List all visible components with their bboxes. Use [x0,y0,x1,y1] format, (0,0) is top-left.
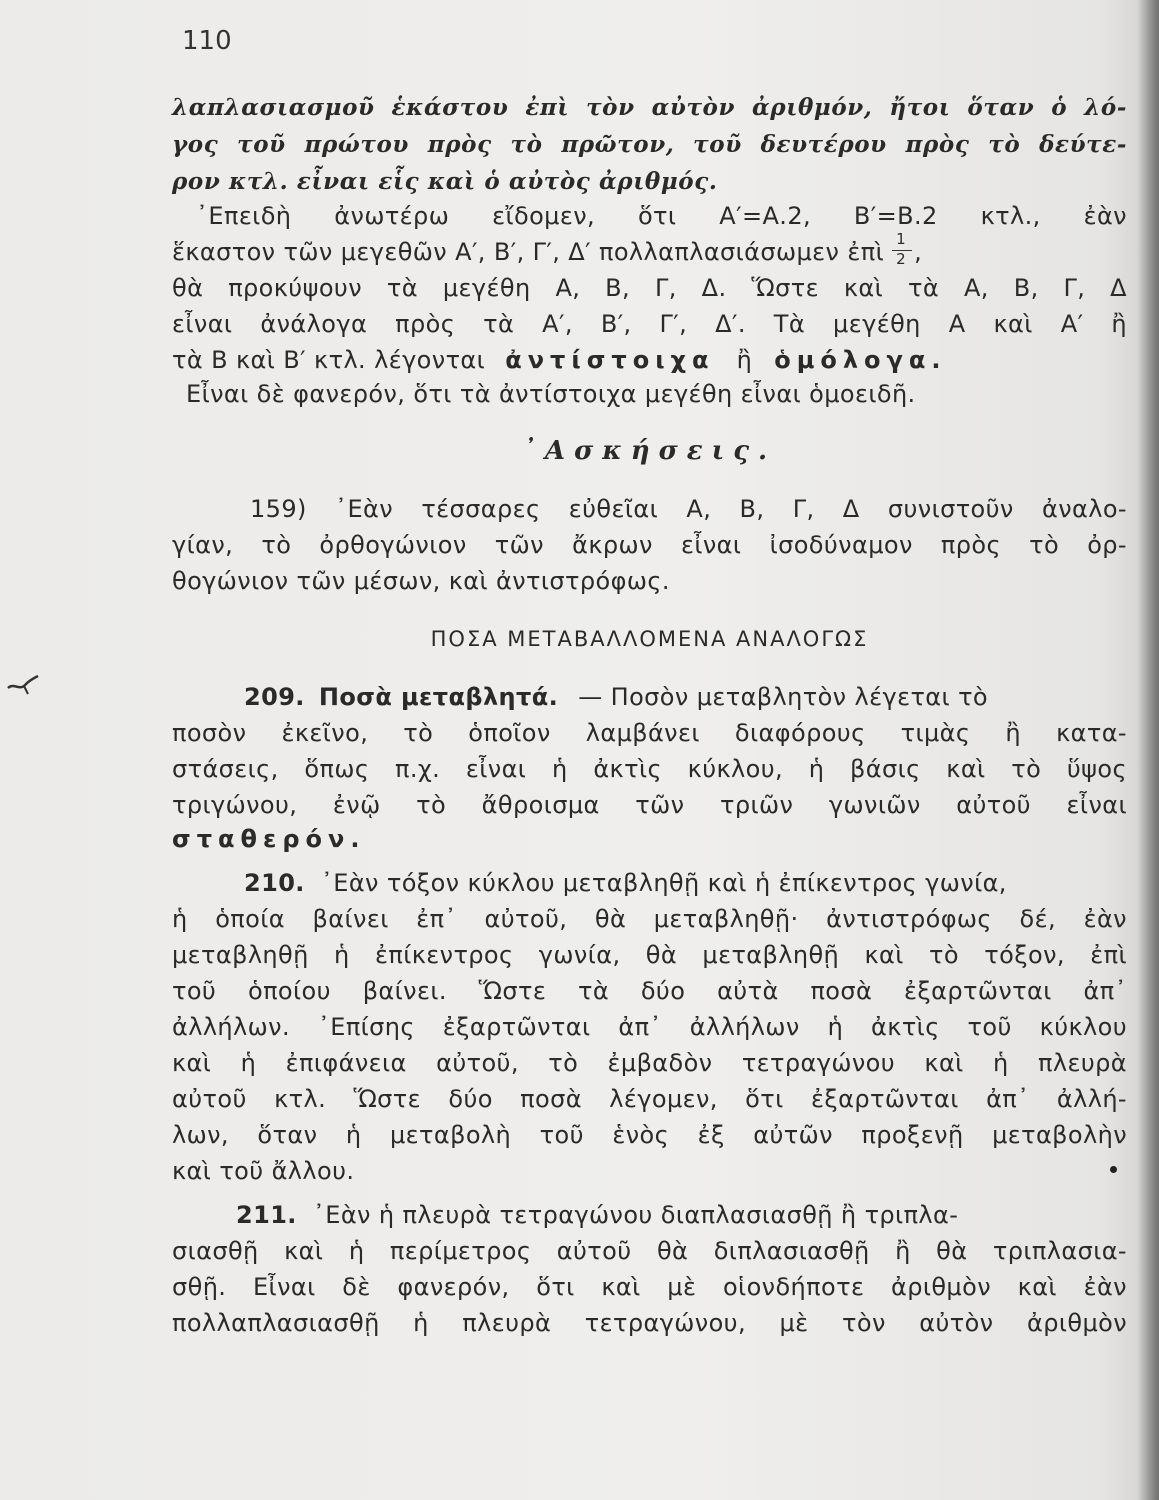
para-epeidi-line-5 [172,346,1127,374]
para-209-line-3: στάσεις, ὅπως π.χ. εἶναι ἡ ἀκτὶς κύκλου, ἡ βάσις καὶ τὸ ὕψος [172,755,1127,783]
term-antistoixa: ἀντίστοιχα [505,346,715,374]
term-omologa: ὁμόλογα. [774,346,947,374]
para-210-line-3: μεταβληθῇ ἡ ἐπίκεντρος γωνία, θὰ μεταβληθῇ καὶ τὸ τόξον, ἐπὶ [172,941,1127,969]
para-210-line-1-text: ᾿Εὰν τόξον κύκλου μεταβληθῇ καὶ ἡ ἐπίκεντρος γωνία, [320,869,1007,897]
para-210-line-7: αὐτοῦ κτλ. Ὥστε δύο ποσὰ λέγομεν, ὅτι ἐξαρτῶνται ἀπ᾿ ἀλλή- [172,1085,1127,1113]
para-209-line-1-text: — Ποσὸν μεταβλητὸν λέγεται τὸ [578,683,989,711]
para-epeidi-line-2-text: ἕκαστον τῶν μεγεθῶν Α′, Β′, Γ′, Δ′ πολλαπλασιάσωμεν ἐπὶ [172,238,885,266]
para-210-line-8: λων, ὅταν ἡ μεταβολὴ τοῦ ἑνὸς ἐξ αὐτῶν προξενῇ μεταβολὴν [172,1121,1127,1149]
section-title: ΠΟΣΑ ΜΕΤΑΒΑΛΛΟΜΕΝΑ ΑΝΑΛΟΓΩΣ [430,627,869,651]
para-211-number: 211. [236,1201,297,1229]
intro-line-3: ρον κτλ. εἶναι εἷς καὶ ὁ αὐτὸς ἀριθμός. [172,168,718,195]
fraction-denominator: 2 [896,250,907,268]
fraction-one-half [892,230,914,268]
exercise-159-line-1: 159) ᾿Εὰν τέσσαρες εὐθεῖαι Α, Β, Γ, Δ συνιστοῦν ἀναλο- [250,495,1127,523]
fraction-numerator: 1 [896,230,907,248]
para-210-line-9: καὶ τοῦ ἄλλου. [172,1157,355,1185]
para-210-number: 210. [244,869,305,897]
para-211-line-1-text: ᾿Εὰν ἡ πλευρὰ τετραγώνου διαπλασιασθῇ ἢ τριπλα- [312,1201,959,1229]
para-epeidi-line-2-comma: , [914,238,923,266]
para-211-line-1 [236,1201,1127,1229]
para-211-line-2: σιασθῇ καὶ ἡ περίμετρος αὐτοῦ θὰ διπλασιασθῇ ἢ θὰ τριπλασια- [172,1237,1127,1265]
para-epeidi-line-6: Εἶναι δὲ φανερόν, ὅτι τὰ ἀντίστοιχα μεγέθη εἶναι ὁμοειδῆ. [186,380,916,408]
para-epeidi-line-2 [172,230,1127,268]
exercises-heading: ᾿Ασκήσεις. [522,436,777,466]
para-210-line-1 [244,869,1127,897]
exercise-159-line-2: γίαν, τὸ ὀρθογώνιον τῶν ἄκρων εἶναι ἰσοδύναμον πρὸς τὸ ὀρ- [172,531,1127,559]
ink-dot [1110,1166,1117,1173]
term-or: ἢ [736,346,753,374]
para-210-line-4: τοῦ ὁποίου βαίνει. Ὥστε τὰ δύο αὐτὰ ποσὰ ἐξαρτῶνται ἀπ᾿ [172,977,1127,1005]
intro-line-2: γος τοῦ πρώτου πρὸς τὸ πρῶτον, τοῦ δευτέρου πρὸς τὸ δεύτε- [172,131,1127,158]
intro-line-1: λαπλασιασμοῦ ἑκάστου ἐπὶ τὸν αὐτὸν ἀριθμόν, ἤτοι ὅταν ὁ λό- [172,94,1127,121]
para-epeidi-line-1: ᾿Επειδὴ ἀνωτέρω εἴδομεν, ὅτι Α′=Α.2, Β′=Β.2 κτλ., ἐὰν [196,202,1127,230]
exercise-159-line-3: θογώνιον τῶν μέσων, καὶ ἀντιστρόφως. [172,567,670,595]
para-211-line-3: σθῇ. Εἶναι δὲ φανερόν, ὅτι καὶ μὲ οἱονδήποτε ἀριθμὸν καὶ ἐὰν [172,1273,1127,1301]
para-209-line-5: σταθερόν. [172,825,366,853]
para-209-number: 209. [244,683,305,711]
para-epeidi-line-3: θὰ προκύψουν τὰ μεγέθη Α, Β, Γ, Δ. Ὥστε καὶ τὰ Α, Β, Γ, Δ [172,274,1127,302]
para-epeidi-line-5-text: τὰ Β καὶ Β′ κτλ. λέγονται [172,346,486,374]
para-210-line-2: ἡ ὁποία βαίνει ἐπ᾿ αὐτοῦ, θὰ μεταβληθῇ· ἀντιστρόφως δέ, ἐὰν [172,905,1127,933]
para-epeidi-line-4: εἶναι ἀνάλογα πρὸς τὰ Α′, Β′, Γ′, Δ′. Τὰ μεγέθη Α καὶ Α′ ἢ [172,310,1127,338]
page-edge-shadow [1137,0,1159,1500]
para-210-line-6: καὶ ἡ ἐπιφάνεια αὐτοῦ, τὸ ἐμβαδὸν τετραγώνου καὶ ἡ πλευρὰ [172,1049,1127,1077]
para-209-line-1 [244,683,1127,711]
para-209-line-4: τριγώνου, ἐνῷ τὸ ἄθροισμα τῶν τριῶν γωνιῶν αὐτοῦ εἶναι [172,791,1127,819]
ink-mark-icon [6,672,40,698]
para-211-line-4: πολλαπλασιασθῇ ἡ πλευρὰ τετραγώνου, μὲ τὸν αὐτὸν ἀριθμὸν [172,1309,1127,1337]
para-209-line-2: ποσὸν ἐκεῖνο, τὸ ὁποῖον λαμβάνει διαφόρους τιμὰς ἢ κατα- [172,719,1127,747]
para-209-title: Ποσὰ μεταβλητά. [318,683,559,711]
page-number: 110 [182,26,232,56]
para-210-line-5: ἀλλήλων. ᾿Επίσης ἐξαρτῶνται ἀπ᾿ ἀλλήλων ἡ ἀκτὶς τοῦ κύκλου [172,1013,1127,1041]
